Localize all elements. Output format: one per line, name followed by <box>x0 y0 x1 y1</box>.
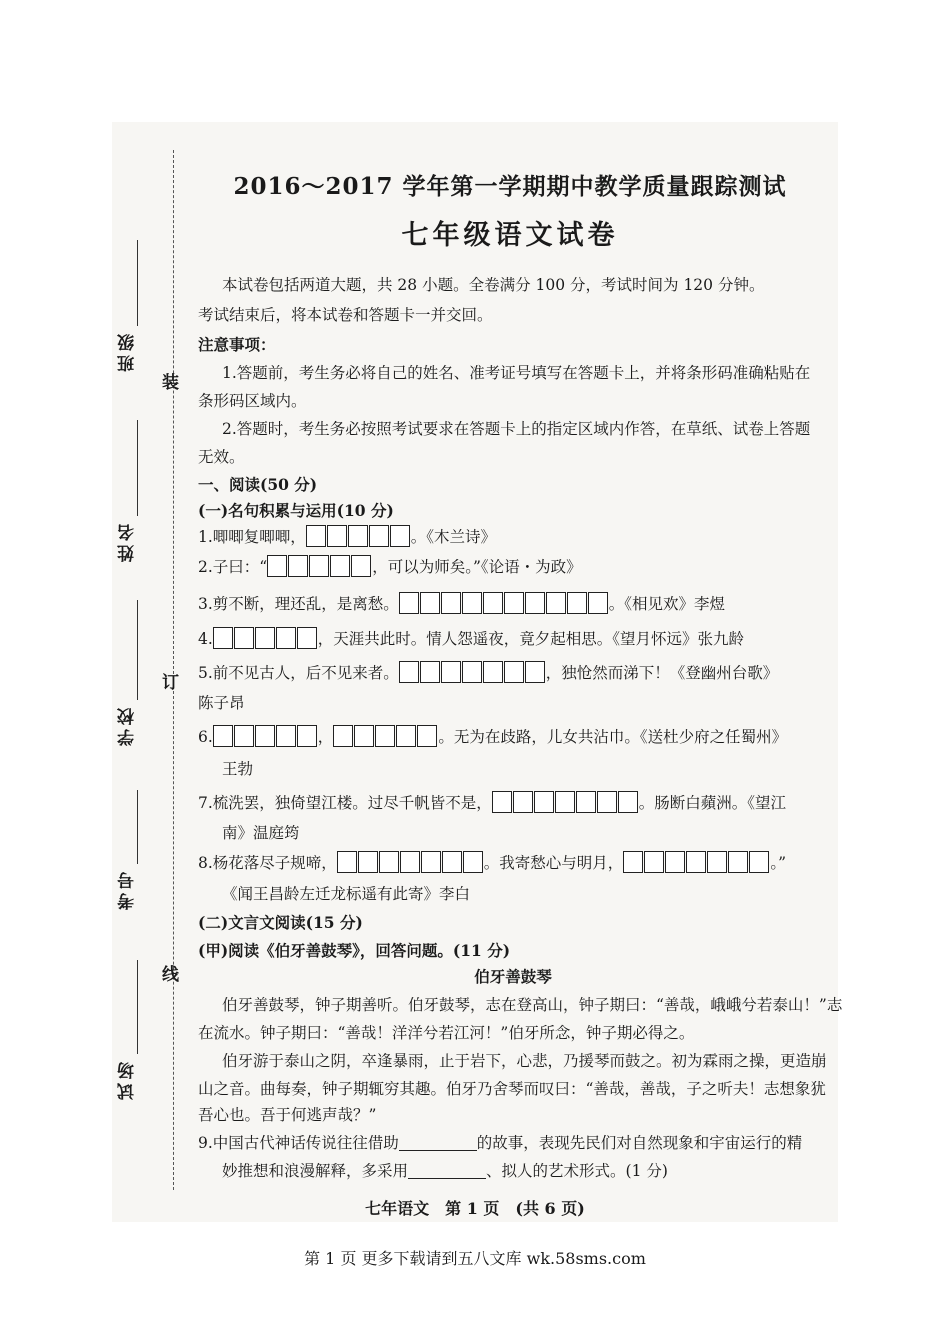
passage-p1-line1: 伯牙善鼓琴，钟子期善听。伯牙鼓琴，志在登高山，钟子期曰：“善哉，峨峨兮若泰山！”志 <box>222 996 843 1014</box>
passage-p2-line1: 伯牙游于泰山之阴，卒逢暴雨，止于岩下，心悲，乃援琴而鼓之。初为霖雨之操，更造崩 <box>222 1052 827 1070</box>
q3-prefix: 3.剪不断，理还乱，是离愁。 <box>198 595 399 613</box>
q6-middle: ， <box>317 728 334 746</box>
q6-prefix: 6. <box>198 728 213 746</box>
subsection-2-heading: (二)文言文阅读(15 分) <box>198 913 363 932</box>
question-8-author: 《闻王昌龄左迁龙标遥有此寄》李白 <box>222 885 471 903</box>
question-2 <box>198 555 582 581</box>
q4-suffix: ，天涯共此时。情人怨遥夜，竟夕起相思。《望月怀远》张九龄 <box>317 630 745 648</box>
class-line <box>137 240 138 326</box>
note-2a: 2.答题时，考生务必按照考试要求在答题卡上的指定区域内作答，在草纸、试卷上答题 <box>222 420 811 438</box>
q8-answer-boxes-2[interactable] <box>623 851 770 877</box>
exam-room-label: 试场 <box>118 1058 138 1100</box>
q3-answer-boxes[interactable] <box>399 592 609 618</box>
q6-suffix: 。无为在歧路，儿女共沾巾。《送杜少府之任蜀州》 <box>438 728 788 746</box>
q7-prefix: 7.梳洗罢，独倚望江楼。过尽千帆皆不是， <box>198 794 492 812</box>
question-6-author: 王勃 <box>222 760 254 778</box>
subsection-1-heading: (一)名句积累与运用(10 分) <box>198 501 394 520</box>
question-1 <box>198 525 496 551</box>
passage-p1-line2: 在流水。钟子期曰：“善哉！洋洋兮若江河！”伯牙所念，钟子期必得之。 <box>198 1024 695 1042</box>
q8-suffix: 。” <box>770 854 786 872</box>
q7-answer-boxes[interactable] <box>492 791 639 817</box>
q6-answer-boxes-1[interactable] <box>213 725 318 751</box>
q6-answer-boxes-2[interactable] <box>333 725 438 751</box>
name-label: 姓名 <box>118 520 138 562</box>
question-9-line1 <box>198 1131 802 1153</box>
question-7-author: 南》温庭筠 <box>222 824 300 842</box>
q1-prefix: 1.唧唧复唧唧， <box>198 528 306 546</box>
q2-answer-boxes[interactable] <box>267 555 372 581</box>
q4-prefix: 4. <box>198 630 213 648</box>
exam-room-field[interactable] <box>115 960 145 1110</box>
q5-answer-boxes[interactable] <box>399 661 546 687</box>
exam-number-label: 考号 <box>118 868 138 910</box>
exam-room-line <box>137 960 138 1054</box>
question-5 <box>198 661 778 687</box>
question-6 <box>198 725 787 751</box>
passage-title: 伯牙善鼓琴 <box>474 967 552 986</box>
binding-char-xian: 线 <box>162 965 179 985</box>
school-label: 学校 <box>118 704 138 746</box>
name-field[interactable] <box>115 420 145 570</box>
q9-prefix-2: 妙推想和浪漫解释，多采用 <box>222 1162 409 1180</box>
q9-suffix: 的故事，表现先民们对自然现象和宇宙运行的精 <box>476 1134 803 1152</box>
note-2b: 无效。 <box>198 448 245 466</box>
question-4 <box>198 627 744 653</box>
school-field[interactable] <box>115 600 145 750</box>
passage-p2-line3: 吾心也。吾于何逃声哉？” <box>198 1106 377 1124</box>
binding-char-zhuang: 装 <box>162 373 179 393</box>
passage-p2-line2: 山之音。曲每奏，钟子期辄穷其趣。伯牙乃舍琴而叹曰：“善哉，善哉，子之听夫！志想象犹 <box>198 1080 826 1098</box>
q8-answer-boxes-1[interactable] <box>337 851 484 877</box>
q9-suffix-2: 、拟人的艺术形式。(1 分) <box>486 1162 668 1180</box>
exam-number-field[interactable] <box>115 790 145 915</box>
q7-suffix: 。肠断白蘋洲。《望江 <box>638 794 787 812</box>
q2-prefix: 2.子曰：“ <box>198 558 268 576</box>
binding-char-ding: 订 <box>162 673 179 693</box>
q5-suffix: ，独怆然而涕下！《登幽州台歌》 <box>545 664 779 682</box>
subsection-2a-heading: (甲)阅读《伯牙善鼓琴》，回答问题。(11 分) <box>198 941 511 960</box>
q5-prefix: 5.前不见古人，后不见来者。 <box>198 664 399 682</box>
section-1-heading: 一、阅读(50 分) <box>198 475 318 494</box>
q9-prefix: 9.中国古代神话传说往往借助 <box>198 1134 399 1152</box>
question-3 <box>198 592 725 618</box>
q9-blank-1[interactable] <box>399 1134 477 1151</box>
exam-number-line <box>137 790 138 864</box>
exam-title: 2016～2017 学年第一学期期中教学质量跟踪测试 <box>233 173 787 200</box>
class-field[interactable] <box>115 240 145 380</box>
q8-middle: 。我寄愁心与明月， <box>483 854 624 872</box>
exam-subtitle: 七年级语文试卷 <box>401 220 619 251</box>
intro-line-1: 本试卷包括两道大题，共 28 小题。全卷满分 100 分，考试时间为 120 分钟。 <box>222 276 765 294</box>
intro-line-2: 考试结束后，将本试卷和答题卡一并交回。 <box>198 306 493 324</box>
q9-blank-2[interactable] <box>408 1162 486 1179</box>
class-label: 班级 <box>118 330 138 372</box>
q1-answer-boxes[interactable] <box>306 525 411 551</box>
q1-suffix: 。《木兰诗》 <box>410 528 497 546</box>
notes-heading: 注意事项： <box>198 335 276 354</box>
note-1b: 条形码区域内。 <box>198 392 307 410</box>
q4-answer-boxes[interactable] <box>213 627 318 653</box>
question-5-author: 陈子昂 <box>198 694 245 712</box>
name-line <box>137 420 138 516</box>
question-7 <box>198 791 786 817</box>
q2-suffix: ，可以为师矣。”《论语・为政》 <box>372 558 582 576</box>
download-note: 第 1 页 更多下载请到五八文库 wk.58sms.com <box>304 1249 646 1268</box>
note-1a: 1.答题前，考生务必将自己的姓名、准考证号填写在答题卡上，并将条形码准确粘贴在 <box>222 364 811 382</box>
school-line <box>137 600 138 700</box>
question-8 <box>198 851 786 877</box>
page-footer: 七年语文 第 1 页 (共 6 页) <box>365 1199 585 1218</box>
q3-suffix: 。《相见欢》李煜 <box>608 595 726 613</box>
q8-prefix: 8.杨花落尽子规啼， <box>198 854 337 872</box>
question-9-line2 <box>222 1159 668 1181</box>
